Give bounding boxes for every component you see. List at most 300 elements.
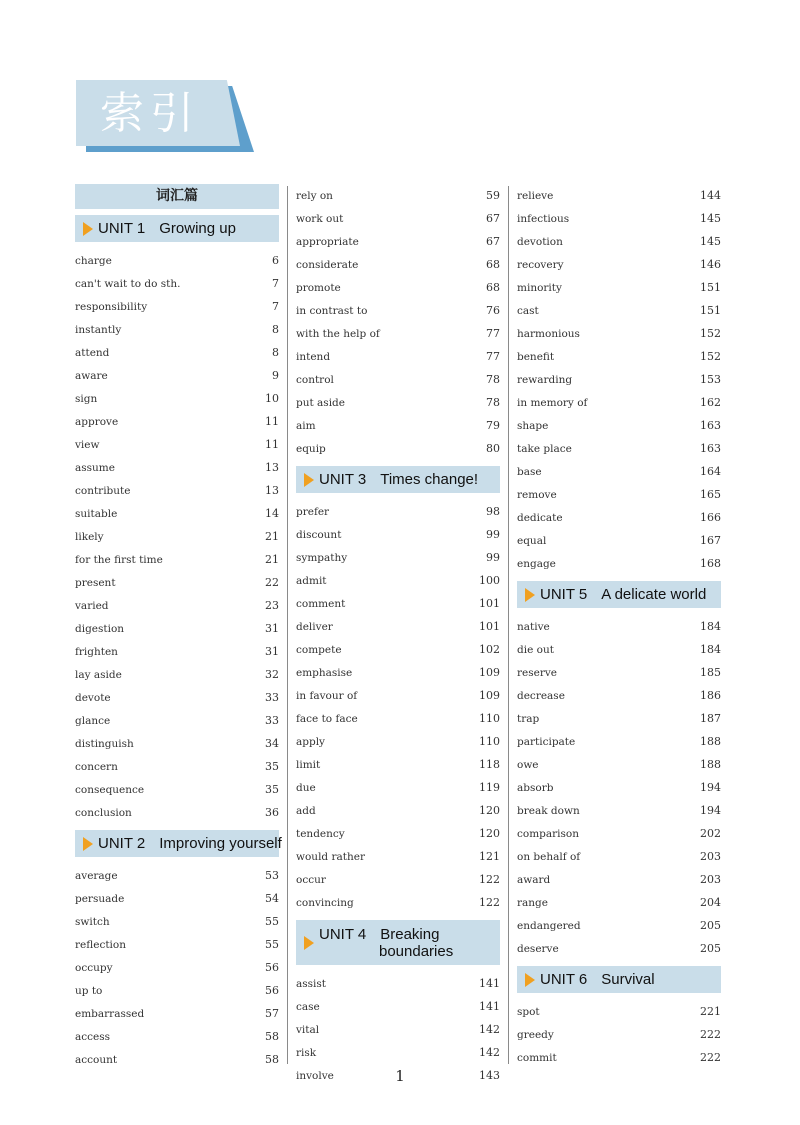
index-column-3 [517, 184, 721, 1069]
entry-word: convincing [296, 896, 354, 909]
index-entry [517, 891, 721, 914]
entry-word: emphasise [296, 666, 353, 679]
index-entry [75, 709, 279, 732]
unit-code: UNIT 1 [98, 220, 146, 237]
entry-word: responsibility [75, 300, 148, 313]
index-entry [296, 995, 500, 1018]
entry-word: reserve [517, 666, 558, 679]
entry-page: 80 [486, 442, 500, 455]
entry-page: 121 [479, 850, 500, 863]
entry-page: 109 [479, 689, 500, 702]
entry-word: benefit [517, 350, 555, 363]
entry-word: decrease [517, 689, 565, 702]
entry-page: 186 [700, 689, 721, 702]
index-entry [517, 299, 721, 322]
entry-word: take place [517, 442, 572, 455]
entry-word: aware [75, 369, 108, 382]
index-entry [517, 1000, 721, 1023]
index-entry [75, 548, 279, 571]
index-entry [517, 552, 721, 575]
index-entry [296, 776, 500, 799]
index-entry [75, 571, 279, 594]
entry-page: 55 [265, 915, 279, 928]
index-entry [75, 778, 279, 801]
index-entry [296, 437, 500, 460]
entry-page: 142 [479, 1046, 500, 1059]
triangle-bullet-icon [525, 973, 535, 987]
index-entry [296, 414, 500, 437]
index-entry [517, 776, 721, 799]
index-entry [296, 707, 500, 730]
entry-page: 54 [265, 892, 279, 905]
entry-word: in contrast to [296, 304, 368, 317]
entry-word: conclusion [75, 806, 132, 819]
index-entry [517, 207, 721, 230]
entry-page: 153 [700, 373, 721, 386]
entry-word: due [296, 781, 316, 794]
entry-page: 76 [486, 304, 500, 317]
entry-word: assist [296, 977, 327, 990]
entry-word: die out [517, 643, 554, 656]
entry-word: greedy [517, 1028, 554, 1041]
column-divider [508, 186, 509, 1064]
entry-page: 68 [486, 258, 500, 271]
triangle-bullet-icon [83, 837, 93, 851]
entry-word: trap [517, 712, 540, 725]
unit-header [517, 966, 721, 993]
index-entry [75, 364, 279, 387]
entry-word: considerate [296, 258, 359, 271]
entry-word: admit [296, 574, 327, 587]
index-entry [517, 822, 721, 845]
entry-word: remove [517, 488, 557, 501]
entry-word: charge [75, 254, 112, 267]
entry-page: 67 [486, 212, 500, 225]
unit-header [75, 215, 279, 242]
entry-word: attend [75, 346, 110, 359]
entry-word: devotion [517, 235, 563, 248]
entry-word: award [517, 873, 551, 886]
entry-page: 110 [479, 712, 500, 725]
entry-page: 56 [265, 961, 279, 974]
entry-word: involve [296, 1069, 334, 1082]
unit-code: UNIT 5 [540, 586, 588, 603]
index-entry [296, 253, 500, 276]
unit-header [75, 830, 282, 857]
entry-page: 188 [700, 758, 721, 771]
index-entry [296, 523, 500, 546]
entry-word: equip [296, 442, 326, 455]
index-entry [517, 253, 721, 276]
index-entry [75, 249, 279, 272]
index-entry [296, 891, 500, 914]
entry-word: present [75, 576, 116, 589]
index-entry [75, 617, 279, 640]
entry-page: 185 [700, 666, 721, 679]
entry-word: owe [517, 758, 539, 771]
entry-page: 165 [700, 488, 721, 501]
entry-word: intend [296, 350, 331, 363]
index-entry [75, 318, 279, 341]
entry-page: 32 [265, 668, 279, 681]
entry-page: 122 [479, 873, 500, 886]
entry-word: up to [75, 984, 103, 997]
entry-page: 35 [265, 783, 279, 796]
entry-page: 184 [700, 620, 721, 633]
entry-page: 146 [700, 258, 721, 271]
index-entry [75, 686, 279, 709]
entry-word: engage [517, 557, 556, 570]
index-entry [296, 500, 500, 523]
unit-code: UNIT 2 [98, 835, 146, 852]
index-entry [517, 437, 721, 460]
entry-word: switch [75, 915, 110, 928]
entry-word: native [517, 620, 550, 633]
entry-page: 152 [700, 327, 721, 340]
index-entry [517, 661, 721, 684]
entry-page: 56 [265, 984, 279, 997]
entry-word: range [517, 896, 548, 909]
entry-page: 34 [265, 737, 279, 750]
entry-word: put aside [296, 396, 345, 409]
entry-word: on behalf of [517, 850, 581, 863]
entry-page: 36 [265, 806, 279, 819]
entry-page: 110 [479, 735, 500, 748]
entry-page: 14 [265, 507, 279, 520]
entry-page: 118 [479, 758, 500, 771]
entry-word: dedicate [517, 511, 563, 524]
index-column-2 [296, 184, 500, 1087]
entry-page: 79 [486, 419, 500, 432]
entry-word: rewarding [517, 373, 573, 386]
entry-word: equal [517, 534, 547, 547]
unit-title: A delicate world [601, 586, 707, 603]
unit-title: Survival [601, 971, 655, 988]
index-entry [517, 1023, 721, 1046]
index-entry [296, 569, 500, 592]
entry-page: 9 [272, 369, 279, 382]
entry-page: 8 [272, 323, 279, 336]
index-entry [296, 638, 500, 661]
entry-page: 184 [700, 643, 721, 656]
index-entry [517, 368, 721, 391]
index-entry [517, 1046, 721, 1069]
entry-word: for the first time [75, 553, 163, 566]
entry-word: sympathy [296, 551, 348, 564]
entry-page: 7 [272, 277, 279, 290]
entry-page: 11 [265, 438, 279, 451]
entry-page: 68 [486, 281, 500, 294]
index-entry [517, 914, 721, 937]
index-entry [296, 207, 500, 230]
entry-page: 166 [700, 511, 721, 524]
index-entry [517, 483, 721, 506]
entry-word: aim [296, 419, 316, 432]
index-entry [517, 753, 721, 776]
entry-word: minority [517, 281, 562, 294]
entry-page: 6 [272, 254, 279, 267]
entry-page: 57 [265, 1007, 279, 1020]
entry-page: 221 [700, 1005, 721, 1018]
unit-title-line2: boundaries [379, 942, 454, 960]
index-entry [517, 460, 721, 483]
entry-page: 13 [265, 461, 279, 474]
entry-word: suitable [75, 507, 118, 520]
index-entry [75, 502, 279, 525]
index-entry [517, 230, 721, 253]
index-entry [296, 661, 500, 684]
entry-page: 143 [479, 1069, 500, 1082]
index-entry [75, 801, 279, 824]
entry-word: comment [296, 597, 346, 610]
entry-word: instantly [75, 323, 122, 336]
entry-page: 142 [479, 1023, 500, 1036]
entry-word: shape [517, 419, 549, 432]
entry-page: 31 [265, 645, 279, 658]
entry-word: would rather [296, 850, 365, 863]
index-entry [75, 755, 279, 778]
entry-page: 21 [265, 553, 279, 566]
entry-word: distinguish [75, 737, 134, 750]
entry-word: approve [75, 415, 119, 428]
index-entry [296, 276, 500, 299]
entry-word: deserve [517, 942, 559, 955]
index-entry [517, 529, 721, 552]
entry-word: add [296, 804, 316, 817]
index-entry [296, 184, 500, 207]
index-entry [296, 753, 500, 776]
entry-page: 11 [265, 415, 279, 428]
index-entry [517, 937, 721, 960]
index-entry [517, 684, 721, 707]
index-column-1 [75, 184, 282, 1071]
entry-word: occur [296, 873, 326, 886]
index-entry [75, 341, 279, 364]
entry-page: 122 [479, 896, 500, 909]
entry-word: compete [296, 643, 342, 656]
unit-header [296, 466, 500, 493]
entry-page: 23 [265, 599, 279, 612]
entry-word: break down [517, 804, 580, 817]
entry-word: discount [296, 528, 342, 541]
index-entry [75, 295, 279, 318]
index-entry [75, 387, 279, 410]
entry-word: can't wait to do sth. [75, 277, 181, 290]
entry-word: case [296, 1000, 320, 1013]
entry-page: 205 [700, 919, 721, 932]
entry-word: endangered [517, 919, 581, 932]
entry-word: contribute [75, 484, 131, 497]
entry-word: access [75, 1030, 111, 1043]
index-entry [517, 506, 721, 529]
index-entry [75, 910, 279, 933]
index-entry [517, 707, 721, 730]
entry-word: work out [296, 212, 344, 225]
index-entry [296, 684, 500, 707]
index-entry [75, 594, 279, 617]
entry-word: assume [75, 461, 115, 474]
index-entry [517, 615, 721, 638]
entry-page: 145 [700, 212, 721, 225]
entry-page: 59 [486, 189, 500, 202]
entry-word: rely on [296, 189, 333, 202]
entry-word: devote [75, 691, 111, 704]
entry-page: 33 [265, 714, 279, 727]
index-entry [75, 887, 279, 910]
entry-page: 204 [700, 896, 721, 909]
entry-page: 164 [700, 465, 721, 478]
entry-word: apply [296, 735, 325, 748]
index-entry [296, 1041, 500, 1064]
entry-page: 55 [265, 938, 279, 951]
entry-page: 119 [479, 781, 500, 794]
entry-word: embarrassed [75, 1007, 145, 1020]
entry-word: appropriate [296, 235, 359, 248]
entry-page: 78 [486, 396, 500, 409]
index-entry [75, 433, 279, 456]
entry-page: 77 [486, 350, 500, 363]
entry-word: varied [75, 599, 109, 612]
index-entry [75, 663, 279, 686]
entry-word: in memory of [517, 396, 588, 409]
index-entry [75, 979, 279, 1002]
entry-page: 77 [486, 327, 500, 340]
index-entry [296, 345, 500, 368]
entry-page: 33 [265, 691, 279, 704]
entry-word: consequence [75, 783, 145, 796]
triangle-bullet-icon [83, 222, 93, 236]
entry-page: 100 [479, 574, 500, 587]
triangle-bullet-icon [525, 588, 535, 602]
index-entry [75, 410, 279, 433]
entry-word: glance [75, 714, 111, 727]
entry-word: comparison [517, 827, 579, 840]
entry-page: 78 [486, 373, 500, 386]
unit-header [296, 920, 500, 965]
entry-word: vital [296, 1023, 320, 1036]
entry-page: 141 [479, 1000, 500, 1013]
entry-page: 194 [700, 781, 721, 794]
entry-page: 203 [700, 873, 721, 886]
index-entry [296, 299, 500, 322]
entry-word: concern [75, 760, 118, 773]
index-entry [75, 272, 279, 295]
entry-page: 203 [700, 850, 721, 863]
entry-word: face to face [296, 712, 358, 725]
entry-word: average [75, 869, 118, 882]
entry-word: with the help of [296, 327, 380, 340]
unit-title: Growing up [159, 220, 236, 237]
entry-page: 8 [272, 346, 279, 359]
index-entry [296, 230, 500, 253]
index-entry [296, 845, 500, 868]
entry-page: 151 [700, 281, 721, 294]
entry-page: 163 [700, 442, 721, 455]
entry-page: 98 [486, 505, 500, 518]
entry-word: relieve [517, 189, 554, 202]
unit-code: UNIT 3 [319, 471, 367, 488]
entry-word: tendency [296, 827, 345, 840]
unit-code: UNIT 6 [540, 971, 588, 988]
entry-page: 187 [700, 712, 721, 725]
index-entry [517, 414, 721, 437]
entry-word: cast [517, 304, 539, 317]
index-entry [296, 592, 500, 615]
entry-word: in favour of [296, 689, 358, 702]
entry-page: 205 [700, 942, 721, 955]
index-entry [517, 868, 721, 891]
entry-page: 144 [700, 189, 721, 202]
entry-word: limit [296, 758, 321, 771]
entry-page: 202 [700, 827, 721, 840]
index-entry [75, 479, 279, 502]
unit-header [517, 581, 721, 608]
index-entry [75, 956, 279, 979]
entry-word: harmonious [517, 327, 580, 340]
entry-word: lay aside [75, 668, 122, 681]
entry-page: 13 [265, 484, 279, 497]
unit-title: Improving yourself [159, 835, 282, 852]
entry-word: deliver [296, 620, 333, 633]
index-entry [296, 730, 500, 753]
entry-page: 101 [479, 597, 500, 610]
index-entry [75, 933, 279, 956]
index-entry [296, 322, 500, 345]
column-divider [287, 186, 288, 1064]
entry-word: view [75, 438, 100, 451]
entry-word: prefer [296, 505, 330, 518]
entry-word: commit [517, 1051, 557, 1064]
index-entry [75, 640, 279, 663]
entry-page: 168 [700, 557, 721, 570]
entry-page: 167 [700, 534, 721, 547]
entry-word: infectious [517, 212, 570, 225]
index-entry [517, 391, 721, 414]
index-entry [517, 184, 721, 207]
index-entry [75, 1002, 279, 1025]
index-entry [517, 638, 721, 661]
entry-page: 145 [700, 235, 721, 248]
entry-page: 141 [479, 977, 500, 990]
index-entry [75, 732, 279, 755]
index-entry [296, 972, 500, 995]
entry-page: 163 [700, 419, 721, 432]
index-entry [517, 799, 721, 822]
index-entry [75, 525, 279, 548]
entry-word: recovery [517, 258, 564, 271]
entry-page: 188 [700, 735, 721, 748]
entry-page: 120 [479, 804, 500, 817]
entry-word: risk [296, 1046, 317, 1059]
index-entry [517, 322, 721, 345]
entry-word: occupy [75, 961, 113, 974]
entry-page: 7 [272, 300, 279, 313]
entry-page: 10 [265, 392, 279, 405]
entry-page: 31 [265, 622, 279, 635]
entry-word: reflection [75, 938, 126, 951]
page-number: 1 [395, 1067, 405, 1085]
triangle-bullet-icon [304, 936, 314, 950]
entry-word: control [296, 373, 334, 386]
entry-word: account [75, 1053, 118, 1066]
entry-page: 35 [265, 760, 279, 773]
index-entry [296, 1018, 500, 1041]
index-entry [75, 1025, 279, 1048]
entry-word: spot [517, 1005, 540, 1018]
index-entry [296, 822, 500, 845]
entry-page: 67 [486, 235, 500, 248]
entry-word: base [517, 465, 542, 478]
